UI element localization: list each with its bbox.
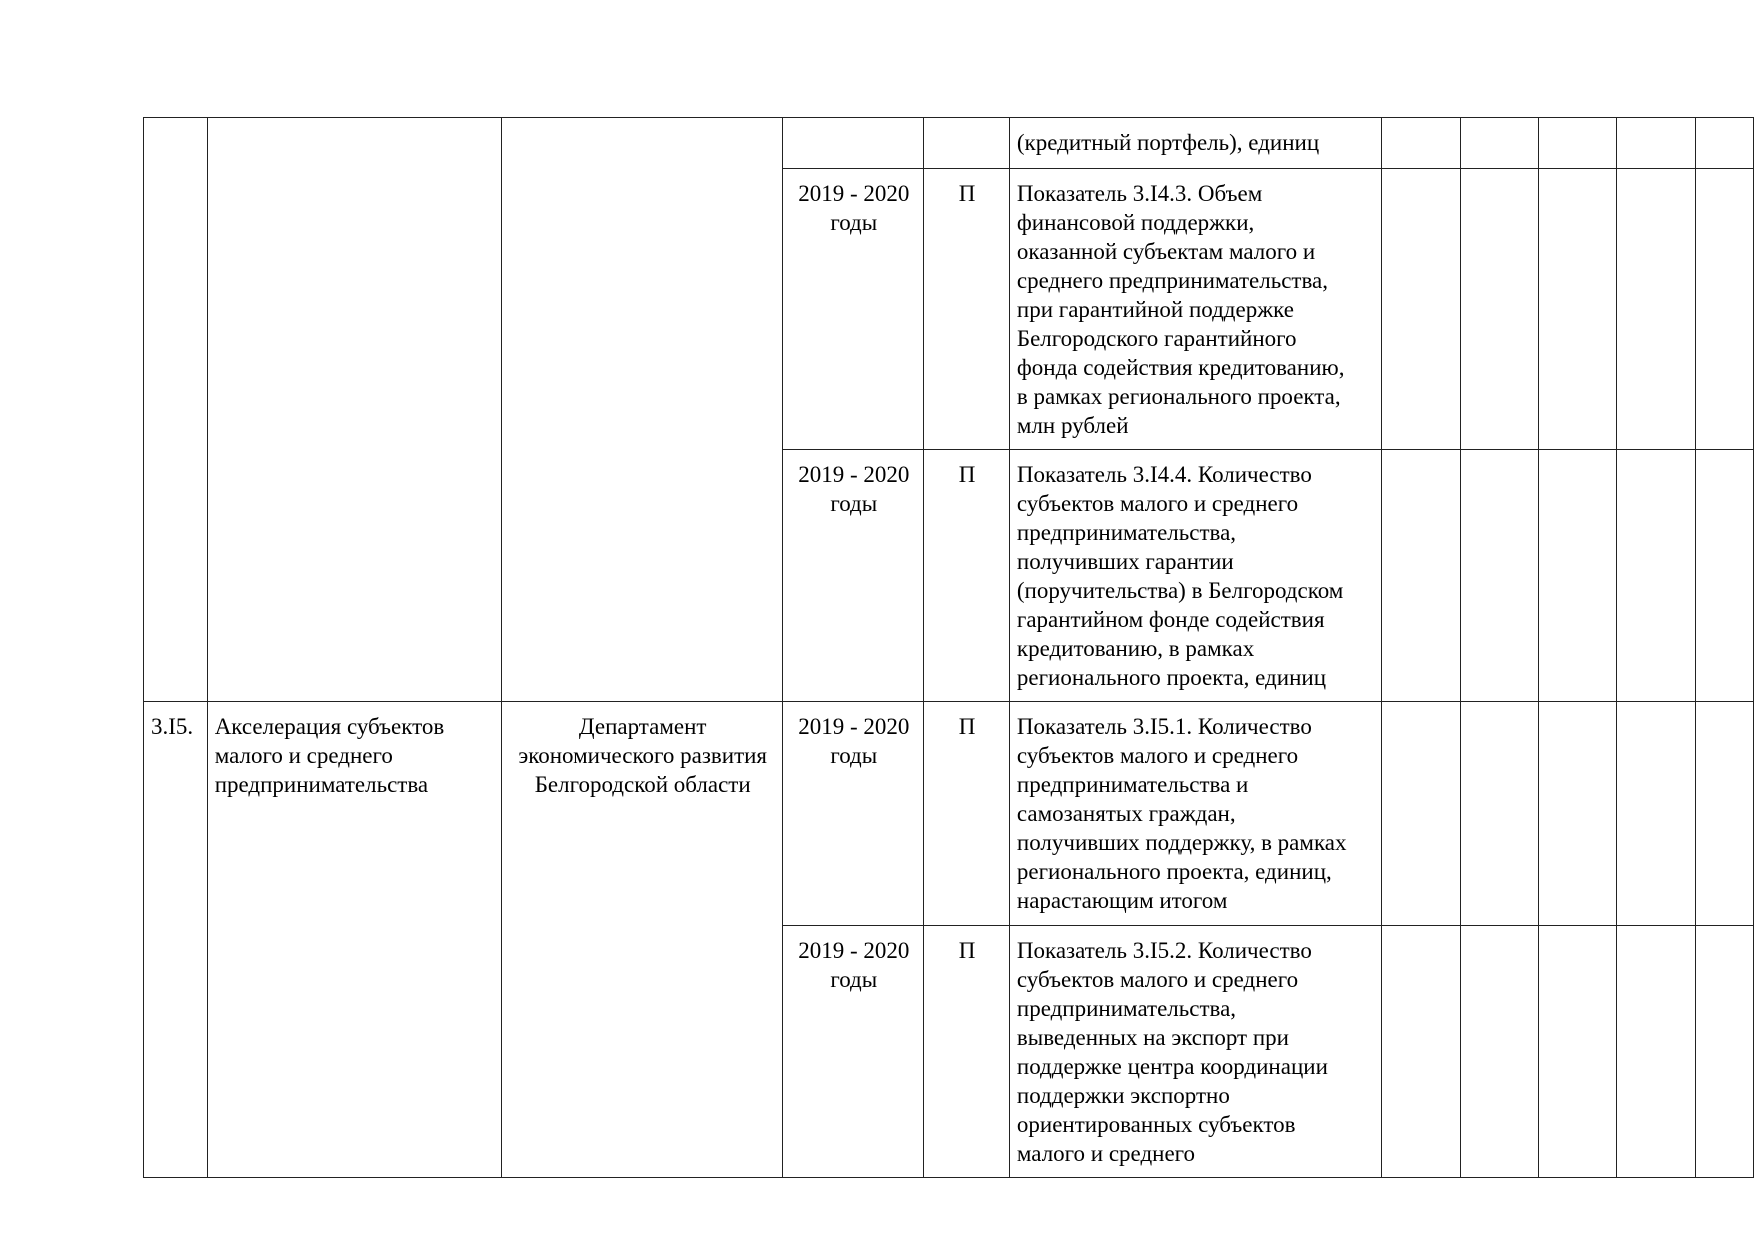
type-text: П [958, 181, 976, 206]
table-row [144, 702, 1754, 926]
value-cell [1617, 169, 1695, 450]
table-row [144, 118, 1754, 169]
indicator-cell [1009, 926, 1381, 1178]
value-cell [1382, 118, 1460, 169]
value-cell [1695, 926, 1753, 1178]
indicator-text: Показатель 3.I4.4. Количество субъектов малого и среднего предпринимательства, получивших гарантии (поручительства) в Белгородском гарантийном фонде содействия кредитованию, в рамках регионального проекта, единиц [1016, 462, 1344, 690]
period-cell [783, 702, 924, 926]
value-cell [1617, 450, 1695, 702]
indicator-text: (кредитный портфель), единиц [1016, 130, 1320, 155]
row-number: 3.I5. [151, 714, 194, 739]
value-cell [1538, 169, 1616, 450]
period-text: 2019 - 2020 годы [798, 462, 910, 516]
type-cell [924, 450, 1010, 702]
row-number-cell [144, 702, 208, 1178]
period-cell [783, 926, 924, 1178]
type-cell [924, 702, 1010, 926]
value-cell [1460, 118, 1538, 169]
type-cell [924, 926, 1010, 1178]
executor-cell [501, 702, 782, 1178]
value-cell [1460, 450, 1538, 702]
value-cell [1695, 450, 1753, 702]
value-cell [1382, 926, 1460, 1178]
program-table [143, 117, 1754, 1178]
indicator-cell [1009, 702, 1381, 926]
measure-name-cell-empty [207, 118, 501, 702]
measure-name: Акселерация субъектов малого и среднего предпринимательства [214, 714, 445, 797]
value-cell [1538, 450, 1616, 702]
value-cell [1538, 702, 1616, 926]
value-cell [1460, 702, 1538, 926]
indicator-cell [1009, 450, 1381, 702]
period-text: 2019 - 2020 годы [798, 181, 910, 235]
indicator-text: Показатель 3.I5.2. Количество субъектов малого и среднего предпринимательства, выведенных на экспорт при поддержке центра координации поддержки экспортно ориентированных субъектов малого и среднего [1016, 938, 1328, 1166]
value-cell [1538, 926, 1616, 1178]
row-number-cell-empty [144, 118, 208, 702]
value-cell [1460, 926, 1538, 1178]
value-cell [1382, 169, 1460, 450]
value-cell [1695, 169, 1753, 450]
value-cell [1460, 169, 1538, 450]
type-text: П [958, 938, 976, 963]
value-cell [1617, 118, 1695, 169]
period-cell [783, 169, 924, 450]
indicator-cell [1009, 118, 1381, 169]
indicator-text: Показатель 3.I4.3. Объем финансовой поддержки, оказанной субъектам малого и среднего предпринимательства, при гарантийной поддержке Белгородского гарантийного фонда содействия кредитованию, в рамках регионального проекта, млн рублей [1016, 181, 1345, 438]
period-cell [783, 118, 924, 169]
period-cell [783, 450, 924, 702]
value-cell [1617, 926, 1695, 1178]
value-cell [1695, 118, 1753, 169]
value-cell [1382, 702, 1460, 926]
value-cell [1695, 702, 1753, 926]
type-text: П [958, 714, 976, 739]
indicator-cell [1009, 169, 1381, 450]
measure-name-cell [207, 702, 501, 1178]
executor-cell-empty [501, 118, 782, 702]
value-cell [1538, 118, 1616, 169]
value-cell [1617, 702, 1695, 926]
executor-name: Департамент экономического развития Белгородской области [518, 714, 768, 797]
type-text: П [958, 462, 976, 487]
type-cell [924, 169, 1010, 450]
period-text: 2019 - 2020 годы [798, 938, 910, 992]
type-cell [924, 118, 1010, 169]
period-text: 2019 - 2020 годы [798, 714, 910, 768]
indicator-text: Показатель 3.I5.1. Количество субъектов малого и среднего предпринимательства и самозанятых граждан, получивших поддержку, в рамках регионального проекта, единиц, нарастающим итогом [1016, 714, 1347, 913]
value-cell [1382, 450, 1460, 702]
